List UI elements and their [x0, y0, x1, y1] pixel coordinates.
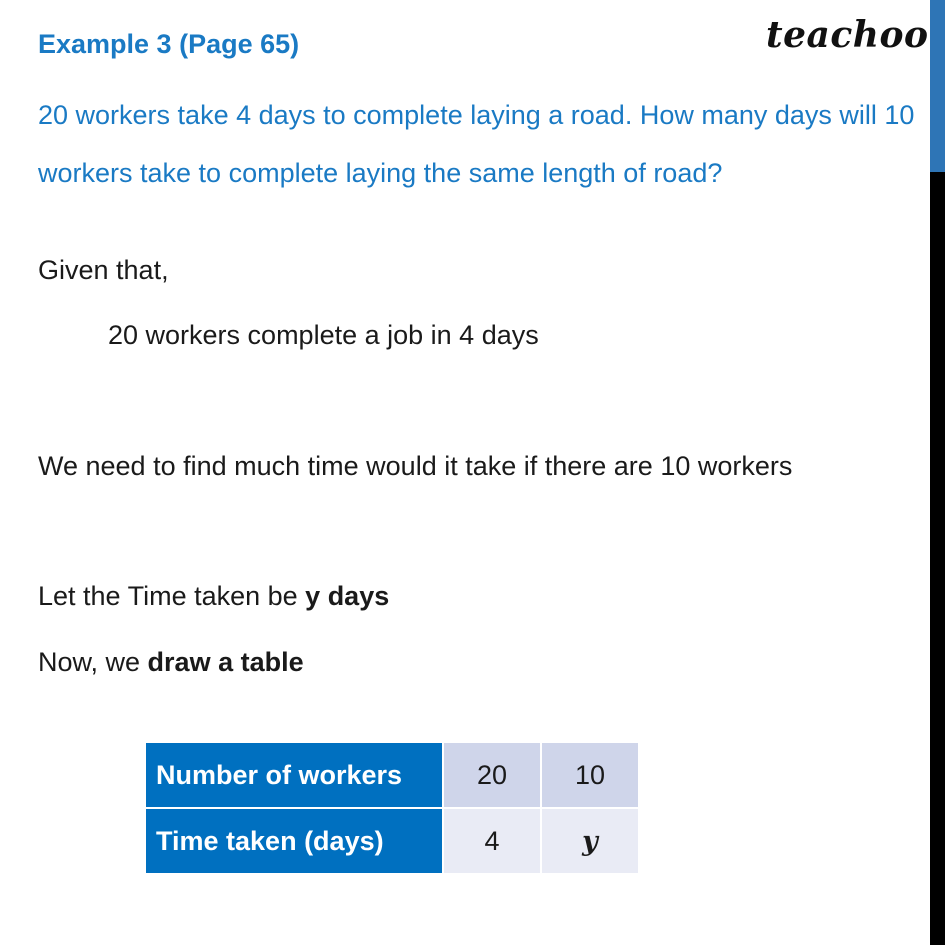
table-row: [145, 808, 639, 874]
now-prefix: Now, we: [38, 647, 148, 677]
table-cell-variable: y: [541, 808, 639, 874]
table-row: [145, 742, 639, 808]
row-header-workers: Number of workers: [145, 742, 443, 808]
example-title: Example 3 (Page 65): [38, 29, 300, 59]
let-prefix: Let the Time taken be: [38, 581, 306, 611]
question-text: 20 workers take 4 days to complete laying a road. How many days will 10 workers take to complete laying the same length of road?: [38, 100, 915, 188]
workers-days-table: [144, 741, 640, 875]
now-emphasis: draw a table: [147, 647, 304, 677]
now-statement: [38, 647, 304, 678]
let-statement: [38, 581, 389, 612]
row-header-time: Time taken (days): [145, 808, 443, 874]
right-edge-bar: [930, 0, 945, 945]
teachoo-logo: teachoo: [766, 14, 929, 56]
given-statement: 20 workers complete a job in 4 days: [108, 320, 539, 350]
need-statement: We need to find much time would it take if there are 10 workers: [38, 451, 793, 481]
right-edge-accent: [930, 0, 945, 172]
given-label: Given that,: [38, 255, 169, 285]
table-cell: 10: [541, 742, 639, 808]
table-cell: 20: [443, 742, 541, 808]
table-cell: 4: [443, 808, 541, 874]
let-variable: y days: [305, 581, 390, 611]
